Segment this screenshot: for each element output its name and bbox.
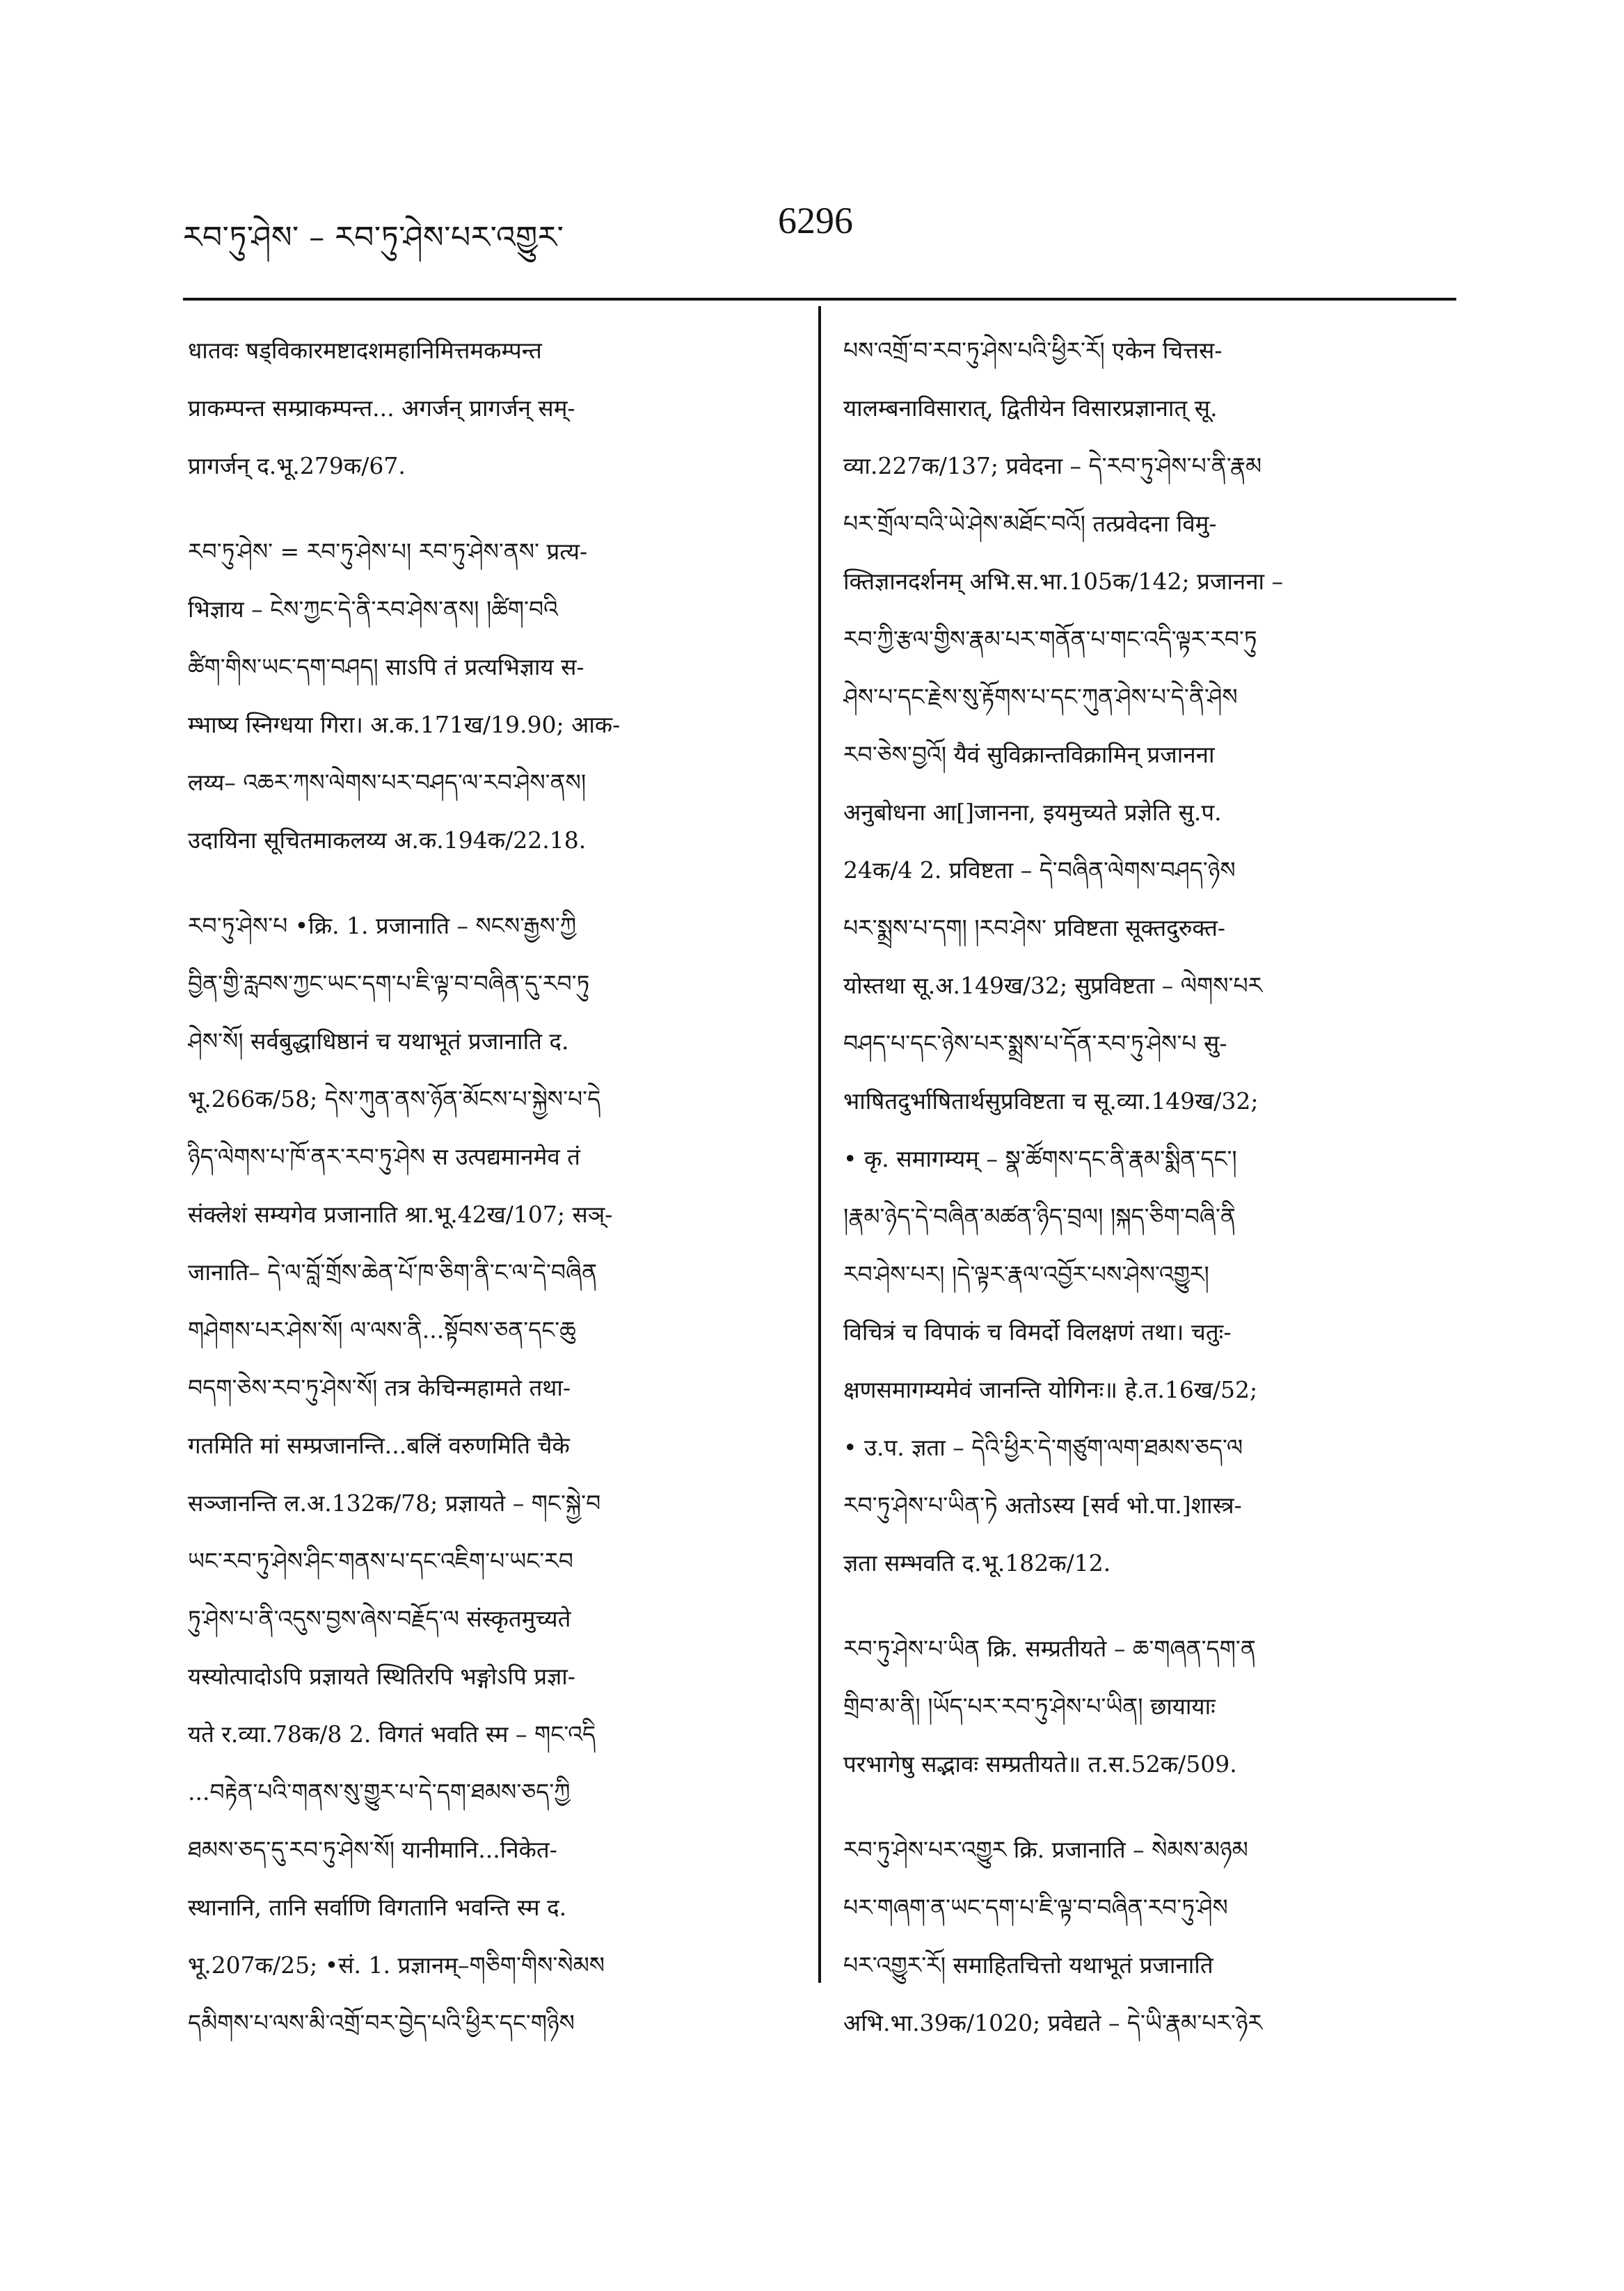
text-line: རབ་ཏུ་ཤེས་པ་ཡིན क्रि. सम्प्रतीयते – ཆ་གཞན་དག་ན [843, 1635, 1256, 1662]
text-line: धातवः षड्विकारमष्टादशमहानिमित्तमकम्पन्त [188, 337, 542, 364]
text-line: ཚིག་གིས་ཡང་དག་བཤད། साऽपि तं प्रत्यभिज्ञाय स- [188, 653, 584, 680]
text-line: ज्ञता सम्भवति द.भू.182क/12. [843, 1549, 1111, 1576]
text-line: व्या.227क/137; प्रवेदना – དེ་རབ་ཏུ་ཤེས་པ་ནི་རྣམ [843, 452, 1262, 479]
left-column [188, 321, 792, 2242]
text-line: ཤེས་སོ། सर्वबुद्धाधिष्ठानं च यथाभूतं प्रजानाति द. [188, 1028, 569, 1055]
text-line: स्थानानि, तानि सर्वाणि विगतानि भवन्ति स्म द. [188, 1894, 567, 1921]
text-line: རབ་ཀྱི་རྩལ་གྱིས་རྣམ་པར་གནོན་པ་གང་འདི་ལྟར་རབ་ཏུ [843, 625, 1257, 653]
text-line: योस्तथा सू.अ.149ख/32; सुप्रविष्टता – ལེགས་པར [843, 972, 1263, 999]
text-line: པར་གཞག་ན་ཡང་དག་པ་ཇི་ལྟ་བ་བཞིན་རབ་ཏུ་ཤེས [843, 1894, 1228, 1921]
text-line: • कृ. समागम्यम् – སྣ་ཚོགས་དང་ནི་རྣམ་སྨིན་དང་། [843, 1145, 1237, 1172]
text-line: प्राकम्पन्त सम्प्राकम्पन्त... अगर्जन् प्रागर्जन् सम्- [188, 394, 575, 422]
text-line: བཤད་པ་དང་ཉེས་པར་སྨྲས་པ་དོན་རབ་ཏུ་ཤེས་པ सु- [843, 1030, 1227, 1057]
text-line: यते र.व्या.78क/8 2. विगतं भवति स्म – གང་འདི [188, 1721, 596, 1748]
page-number: 6296 [778, 200, 853, 241]
text-line: प्रागर्जन् द.भू.279क/67. [188, 452, 406, 479]
entry-gap [188, 495, 792, 522]
text-line: संक्लेशं सम्यगेव प्रजानाति श्रा.भू.42ख/107; सञ्- [188, 1201, 613, 1228]
text-line: यालम्बनाविसारात्, द्वितीयेन विसारप्रज्ञानात् सू. [843, 394, 1218, 422]
text-line: विचित्रं च विपाकं च विमर्दो विलक्षणं तथा। चतुः- [843, 1318, 1232, 1346]
text-line: ཏུ་ཤེས་པ་ནི་འདུས་བྱས་ཞེས་བརྗོད་ལ संस्कृतमुच्यते [188, 1605, 571, 1632]
text-line: उदायिना सूचितमाकलय्य अ.क.194क/22.18. [188, 827, 587, 854]
column-divider [818, 306, 821, 1983]
text-line: གྲིབ་མ་ནི། །ཡོད་པར་རབ་ཏུ་ཤེས་པ་ཡིན། छायायाः [843, 1693, 1216, 1720]
text-line: यस्योत्पादोऽपि प्रज्ञायते स्थितिरपि भङ्गोऽपि प्रज्ञा- [188, 1663, 575, 1690]
text-line: ཉིད་ལེགས་པ་ཁོ་ནར་རབ་ཏུ་ཤེས स उत्पद्यमानमेव तं [188, 1143, 580, 1170]
right-column [843, 321, 1447, 2242]
text-line: भू.207क/25; •सं. 1. प्रज्ञानम्–གཅིག་གིས་སེམས [188, 1951, 605, 1979]
text-line: རབ་ཏུ་ཤེས་པ་ཡིན་ཏེ अतोऽस्य [सर्व भो.पा.]शास्त्र- [843, 1492, 1242, 1519]
text-line: • उ.प. ज्ञता – དེའི་ཕྱིར་དེ་གཙུག་ལག་ཐམས་ཅད་ལ [843, 1434, 1243, 1461]
text-line: ཤེས་པ་དང་རྗེས་སུ་རྟོགས་པ་དང་ཀུན་ཤེས་པ་དེ་ནི་ཤེས [843, 683, 1238, 710]
text-line: རབ་ཤེས་པར། །དེ་ལྟར་རྣལ་འབྱོར་པས་ཤེས་འགྱུར། [843, 1261, 1209, 1288]
text-line: གཤེགས་པར་ཤེས་སོ། ལ་ལས་ནི...སྟོབས་ཅན་དང་ཆུ [188, 1316, 576, 1343]
text-line: པས་འགྲོ་བ་རབ་ཏུ་ཤེས་པའི་ཕྱིར་རོ། एकेन चित्तस- [843, 337, 1223, 364]
text-line: जानाति– དེ་ལ་བློ་གྲོས་ཆེན་པོ་ཁ་ཅིག་ནི་ང་ལ་དེ་བཞིན [188, 1259, 598, 1286]
text-line: བྱིན་གྱི་རླབས་ཀྱང་ཡང་དག་པ་ཇི་ལྟ་བ་བཞིན་དུ་རབ་ཏུ [188, 970, 590, 997]
text-line: भू.266क/58; དེས་ཀུན་ནས་ཉོན་མོངས་པ་སྐྱེས་པ་དེ [188, 1085, 601, 1112]
text-line: अनुबोधना आ[]जानना, इयमुच्यते प्रज्ञेति सु.प. [843, 799, 1222, 826]
text-line: པར་འགྱུར་རོ། समाहितचित्तो यथाभूतं प्रजानाति [843, 1951, 1213, 1979]
text-line: ཐམས་ཅད་དུ་རབ་ཏུ་ཤེས་སོ། यानीमानि...निकेत- [188, 1836, 557, 1863]
text-line: गतमिति मां सम्प्रजानन्ति...बलिं वरुणमिति चैके [188, 1432, 570, 1459]
text-line: अभि.भा.39क/1020; प्रवेद्यते – དེ་ཡི་རྣམ་པར་ཉེར [843, 2009, 1263, 2036]
page-header [183, 193, 1456, 263]
text-line: 24क/4 2. प्रविष्टता – དེ་བཞིན་ལེགས་བཤད་ཉེས [843, 856, 1236, 884]
text-line: क्षणसमागम्यमेवं जानन्ति योगिनः॥ हे.त.16ख/52; [843, 1376, 1258, 1403]
text-line: རབ་ཏུ་ཤེས་ = རབ་ཏུ་ཤེས་པ། རབ་ཏུ་ཤེས་ནས་ प्रत्य- [188, 538, 588, 565]
header-rule [183, 298, 1456, 301]
text-line: लय्य– འཆར་ཀས་ལེགས་པར་བཤད་ལ་རབ་ཤེས་ནས། [188, 769, 587, 796]
text-line: म्भाष्य स्निग्धया गिरा। अ.क.171ख/19.90; आक- [188, 711, 621, 738]
text-line: པར་གྲོལ་བའི་ཡེ་ཤེས་མཐོང་བའོ། तत्प्रवेदना विमु- [843, 510, 1217, 537]
entry-gap [843, 1592, 1447, 1620]
text-line: རབ་ཅེས་བྱའོ། यैवं सुविक्रान्तविक्रामिन् प्रजानना [843, 741, 1215, 768]
entry-gap [188, 869, 792, 897]
text-line: भाषितदुर्भाषितार्थसुप्रविष्टता च सू.व्या.149ख/32; [843, 1087, 1259, 1115]
text-line: རབ་ཏུ་ཤེས་པ •क्रि. 1. प्रजानाति – སངས་རྒྱས་ཀྱི [188, 912, 577, 939]
text-line: ཡང་རབ་ཏུ་ཤེས་ཤིང་གནས་པ་དང་འཇིག་པ་ཡང་རབ [188, 1547, 573, 1574]
text-line: །རྣམ་ཉེད་དེ་བཞིན་མཚན་ཉིད་བྲལ། །སྐད་ཅིག་བཞི་ནི [843, 1203, 1236, 1230]
running-headword: རབ་ཏུ་ཤེས་ – རབ་ཏུ་ཤེས་པར་འགྱུར་ [183, 220, 564, 255]
text-line: པར་སྨྲས་པ་དག། །རབ་ཤེས་ प्रविष्टता सूक्तदुरुक्त- [843, 914, 1226, 941]
text-line: सञ्जानन्ति ल.अ.132क/78; प्रज्ञायते – གང་སྐྱེ་བ [188, 1490, 601, 1517]
text-line: ...བརྟེན་པའི་གནས་སུ་གྱུར་པ་དེ་དག་ཐམས་ཅད་ཀྱི [188, 1778, 571, 1805]
text-line: དམིགས་པ་ལས་མི་འགྲོ་བར་བྱེད་པའི་ཕྱིར་དང་གཉིས [188, 2009, 575, 2036]
text-line: क्तिज्ञानदर्शनम् अभि.स.भा.105क/142; प्रजानना – [843, 568, 1284, 595]
text-line: भिज्ञाय – ངེས་ཀྱང་དེ་ནི་རབ་ཤེས་ནས། །ཚིག་བའི [188, 596, 558, 623]
text-line: परभागेषु सद्भावः सम्प्रतीयते॥ त.स.52क/509. [843, 1750, 1237, 1778]
text-line: བདག་ཅེས་རབ་ཏུ་ཤེས་སོ། तत्र केचिन्महामते तथा- [188, 1374, 571, 1401]
text-line: རབ་ཏུ་ཤེས་པར་འགྱུར क्रि. प्रजानाति – སེམས་མཉམ [843, 1836, 1248, 1863]
entry-gap [843, 1793, 1447, 1821]
